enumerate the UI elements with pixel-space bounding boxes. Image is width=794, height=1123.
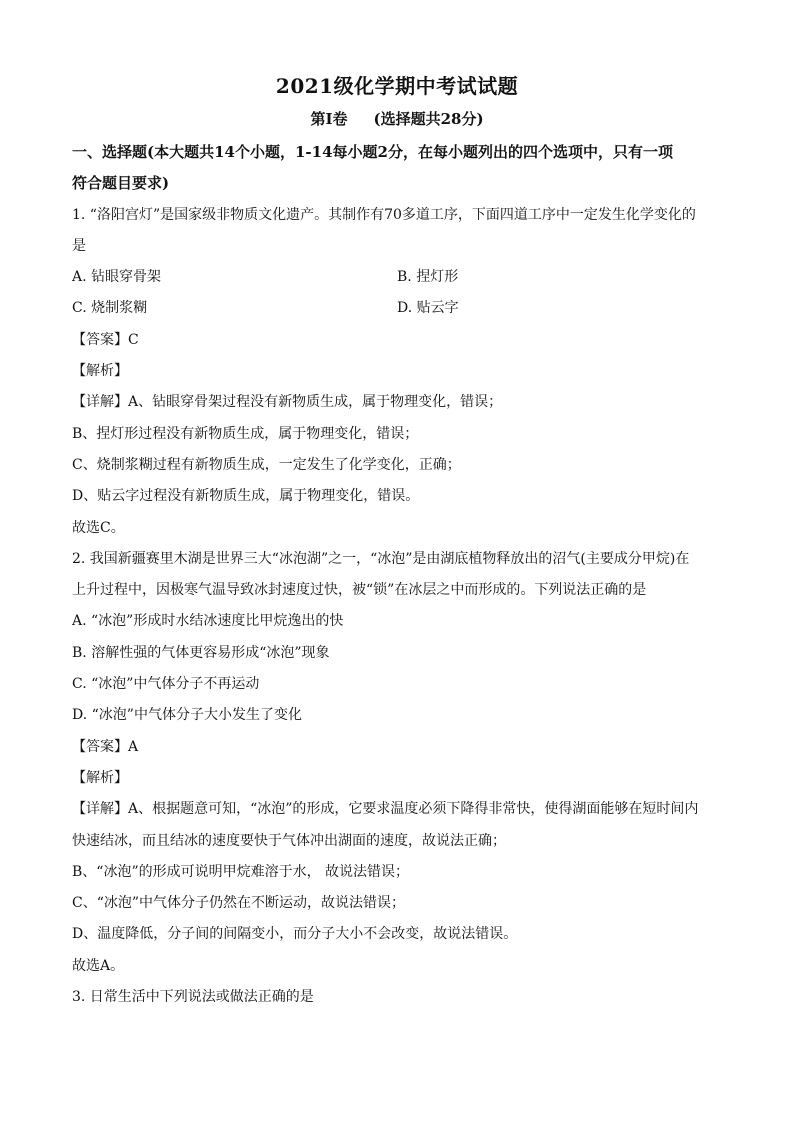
q2-stem-line2: 上升过程中，因极寒气温导致冰封速度过快，被“锁”在冰层之中而形成的。下列说法正确的是 [72, 582, 647, 599]
q2-option-b: B. 溶解性强的气体更容易形成“冰泡”现象 [72, 644, 330, 661]
q2-stem-line1: 2. 我国新疆赛里木湖是世界三大“冰泡湖”之一，“冰泡”是由湖底植物释放出的沼气(主要成分甲烷)在 [72, 550, 690, 567]
q1-options-row2 [72, 293, 722, 324]
q3-stem-line1: 3. 日常生活中下列说法或做法正确的是 [72, 989, 314, 1006]
volume-heading [0, 108, 794, 129]
q1-detail-line3: C、烧制浆糊过程有新物质生成，一定发生了化学变化，正确； [72, 456, 461, 473]
q2-detail-line2: 快速结冰，而且结冰的速度要快于气体冲出湖面的速度，故说法正确； [72, 832, 506, 849]
volume-note: (选择题共28分) [373, 110, 484, 128]
q1-answer: 【答案】C [72, 331, 139, 348]
q2-option-c: C. “冰泡”中气体分子不再运动 [72, 676, 260, 693]
volume-label: 第I卷 [310, 110, 348, 128]
q2-option-a: A. “冰泡”形成时水结冰速度比甲烷逸出的快 [72, 613, 344, 630]
q1-detail-line4: D、贴云字过程没有新物质生成，属于物理变化，错误。 [72, 488, 420, 505]
q1-detail-line2: B、捏灯形过程没有新物质生成，属于物理变化，错误； [72, 425, 419, 442]
q1-option-b: B. 捏灯形 [397, 269, 459, 286]
q2-detail-line4: C、“冰泡”中气体分子仍然在不断运动，故说法错误； [72, 895, 406, 912]
exam-content [72, 137, 722, 1013]
section-heading-line2: 符合题目要求) [72, 174, 170, 193]
q1-option-a: A. 钻眼穿骨架 [72, 269, 162, 286]
section-heading-line1: 一、选择题(本大题共14个小题，1-14每小题2分，在每小题列出的四个选项中，只有一项 [72, 143, 673, 161]
q2-detail-line1: 【详解】A、根据题意可知，“冰泡”的形成，它要求温度必须下降得非常快，使得湖面能够在短时间内 [72, 801, 699, 818]
exam-title: 2021级化学期中考试试题 [275, 74, 519, 98]
q2-option-d: D. “冰泡”中气体分子大小发生了变化 [72, 707, 302, 724]
q1-stem-line1: 1. “洛阳宫灯”是国家级非物质文化遗产。其制作有70多道工序，下面四道工序中一定发生化学变化的 [72, 206, 696, 223]
q2-answer: 【答案】A [72, 738, 139, 755]
q1-option-d: D. 贴云字 [397, 300, 459, 317]
q1-choose: 故选C。 [72, 519, 125, 536]
q1-analysis-label: 【解析】 [72, 363, 128, 380]
q1-stem-line2: 是 [72, 237, 86, 254]
q1-options-row1 [72, 262, 722, 293]
q2-analysis-label: 【解析】 [72, 769, 128, 786]
q2-detail-line3: B、“冰泡”的形成可说明甲烷难溶于水， 故说法错误； [72, 863, 410, 880]
q2-detail-line5: D、温度降低，分子间的间隔变小，而分子大小不会改变，故说法错误。 [72, 926, 518, 943]
q1-option-c: C. 烧制浆糊 [72, 300, 148, 317]
q1-detail-line1: 【详解】A、钻眼穿骨架过程没有新物质生成，属于物理变化，错误； [72, 394, 503, 411]
q2-choose: 故选A。 [72, 957, 125, 974]
